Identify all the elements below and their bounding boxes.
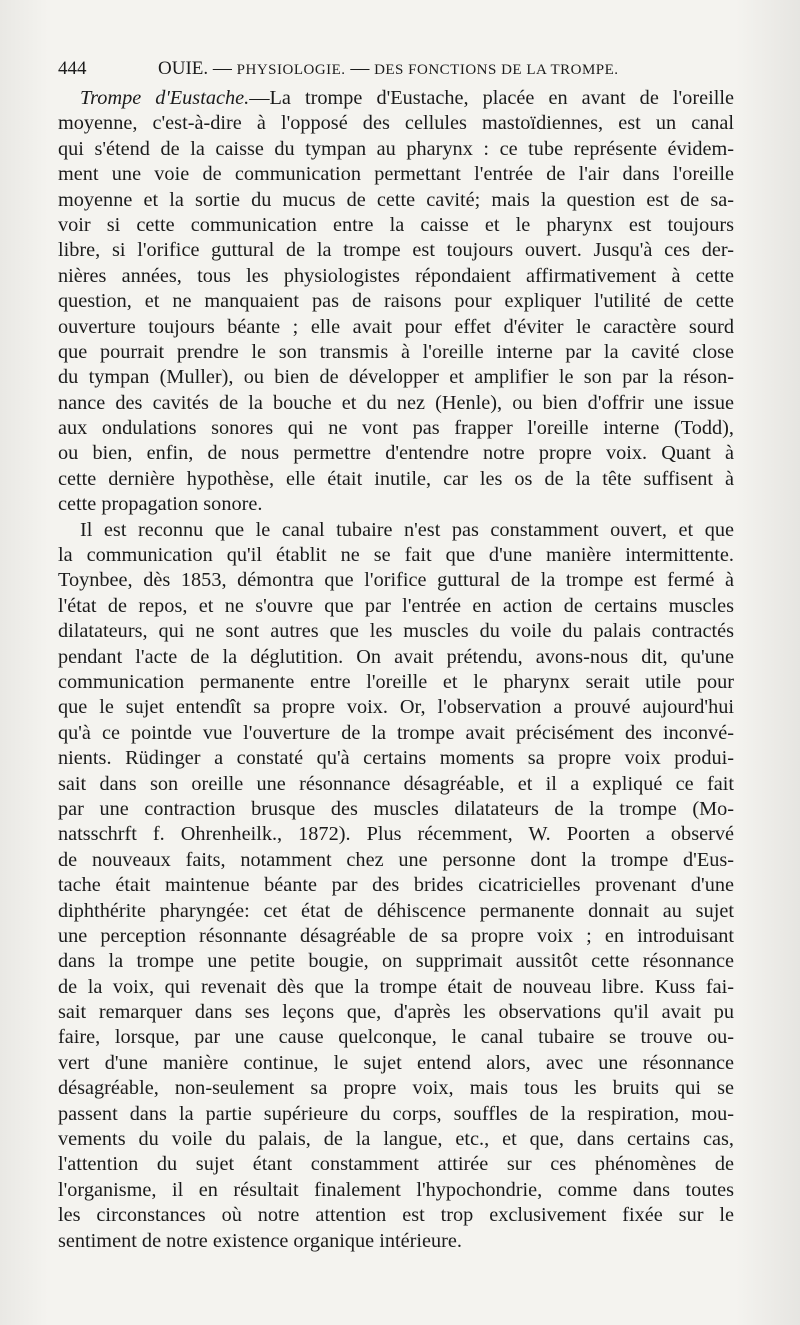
line-text: cette dernière hypothèse, elle était inutile, car les os de la tête suffisent à [58, 467, 734, 490]
text-line [58, 949, 734, 974]
line-text: voir si cette communication entre la caisse et le pharynx est toujours [58, 213, 734, 236]
line-text: vements du voile du palais, de la langue, etc., et que, dans certains cas, [58, 1128, 734, 1151]
section-title: PHYSIOLOGIE. [236, 62, 346, 78]
line-text: Il est reconnu que le canal tubaire n'est pas constamment ouvert, et que [80, 518, 734, 541]
text-line [58, 1051, 734, 1076]
text-line [58, 822, 734, 847]
text-line [58, 289, 734, 314]
text-line [58, 264, 734, 289]
line-text: dilatateurs, qui ne sont autres que les muscles du voile du palais contractés [58, 620, 734, 643]
line-text: sait dans son oreille une résonnance désagréable, et il a expliqué ce fait [58, 772, 734, 795]
paragraph [58, 86, 734, 518]
text-line [58, 1000, 734, 1025]
line-text: du tympan (Muller), ou bien de développer et amplifier le son par la réson- [58, 366, 734, 389]
line-text: cette propagation sonore. [58, 493, 263, 516]
text-line [58, 1102, 734, 1127]
line-text: natsschrft f. Ohrenheilk., 1872). Plus récemment, W. Poorten a observé [58, 823, 734, 846]
line-text: ou bien, enfin, de nous permettre d'entendre notre propre voix. Quant à [58, 442, 734, 465]
text-line [58, 213, 734, 238]
text-line [58, 746, 734, 771]
line-text: ouverture toujours béante ; elle avait pour effet d'éviter le caractère sourd [58, 315, 734, 338]
line-text: une perception résonnante désagréable de sa propre voix ; en introduisant [58, 924, 734, 947]
text-line [58, 594, 734, 619]
text-line [58, 1178, 734, 1203]
line-text: faire, lorsque, par une cause quelconque, le canal tubaire se trouve ou- [58, 1026, 734, 1049]
chapter-title: OUIE. [158, 58, 209, 79]
paragraph-lead: Trompe d'Eustache. [80, 87, 250, 109]
text-line [58, 975, 734, 1000]
line-text: tache était maintenue béante par des brides cicatricielles provenant d'une [58, 874, 734, 897]
line-text: désagréable, non-seulement sa propre voix, mais tous les bruits qui se [58, 1077, 734, 1100]
line-text: sentiment de notre existence organique intérieure. [58, 1229, 462, 1252]
line-text: de nouveaux faits, notamment chez une personne dont la trompe d'Eus- [58, 848, 734, 871]
text-line [58, 492, 734, 517]
line-text: vert d'une manière continue, le sujet entend alors, avec une résonnance [58, 1051, 734, 1074]
text-line [58, 619, 734, 644]
line-text: que pourrait prendre le son transmis à l'oreille interne par la cavité close [58, 340, 734, 363]
running-header [58, 56, 740, 82]
line-text: diphthérite pharyngée: cet état de déhiscence permanente donnait au sujet [58, 899, 734, 922]
text-line [58, 924, 734, 949]
text-line [58, 1229, 734, 1254]
text-line [58, 1152, 734, 1177]
line-text: sait remarquer dans ses leçons que, d'après les observations qu'il avait pu [58, 1001, 734, 1024]
line-text: nières années, tous les physiologistes répondaient affirmativement à cette [58, 264, 734, 287]
subsection-title: DES FONCTIONS DE LA TROMPE. [374, 62, 619, 78]
text-line [58, 315, 734, 340]
line-text: pendant l'acte de la déglutition. On avait prétendu, avons-nous dit, qu'une [58, 645, 734, 668]
line-text: moyenne et la sortie du mucus de cette cavité; mais la question est de sa- [58, 188, 734, 211]
text-line [58, 568, 734, 593]
line-text: libre, si l'orifice guttural de la trompe est toujours ouvert. Jusqu'à ces der- [58, 239, 734, 262]
text-line [58, 86, 734, 111]
line-text: l'organisme, il en résultait finalement l'hypochondrie, comme dans toutes [58, 1178, 734, 1201]
line-text: passent dans la partie supérieure du corps, souffles de la respiration, mou- [58, 1102, 734, 1125]
text-line [58, 670, 734, 695]
text-line [58, 797, 734, 822]
line-text: de la voix, qui revenait dès que la trompe était de nouveau libre. Kuss fai- [58, 975, 734, 998]
line-text: dans la trompe une petite bougie, on supprimait aussitôt cette résonnance [58, 950, 734, 973]
line-text: qui s'étend de la caisse du tympan au pharynx : ce tube représente évidem- [58, 137, 734, 160]
header-separator: — [208, 58, 237, 79]
text-line [58, 441, 734, 466]
text-line [58, 772, 734, 797]
text-line [58, 1127, 734, 1152]
text-line [58, 365, 734, 390]
line-text: nients. Rüdinger a constaté qu'à certains moments sa propre voix produi- [58, 747, 734, 770]
line-text: aux ondulations sonores qui ne vont pas frapper l'oreille interne (Todd), [58, 417, 734, 440]
line-text: communication permanente entre l'oreille et le pharynx serait utile pour [58, 670, 734, 693]
running-title [158, 56, 619, 83]
text-line [58, 188, 734, 213]
line-text: l'état de repos, et ne s'ouvre que par l'entrée en action de certains muscles [58, 594, 734, 617]
text-line [58, 518, 734, 543]
line-text: que le sujet entendît sa propre voix. Or, l'observation a prouvé aujourd'hui [58, 696, 734, 719]
text-line [58, 1076, 734, 1101]
text-line [58, 162, 734, 187]
text-line [58, 111, 734, 136]
page-body [58, 86, 734, 1254]
line-text: —La trompe d'Eustache, placée en avant de l'oreille [249, 87, 734, 109]
line-text: ment une voie de communication permettant l'entrée de l'air dans l'oreille [58, 163, 734, 186]
text-line [58, 873, 734, 898]
header-separator: — [345, 58, 375, 79]
line-text: nance des cavités de la bouche et du nez (Henle), ou bien d'offrir une issue [58, 391, 734, 414]
text-line [58, 340, 734, 365]
line-text: par une contraction brusque des muscles dilatateurs de la trompe (Mo- [58, 797, 734, 820]
line-text: moyenne, c'est-à-dire à l'opposé des cellules mastoïdiennes, est un canal [58, 112, 734, 135]
page-number: 444 [58, 58, 87, 79]
text-line [58, 695, 734, 720]
text-line [58, 1025, 734, 1050]
text-line [58, 238, 734, 263]
paragraph [58, 518, 734, 1254]
line-text: question, et ne manquaient pas de raisons pour expliquer l'utilité de cette [58, 290, 734, 313]
text-line [58, 137, 734, 162]
text-line [58, 416, 734, 441]
line-text: qu'à ce pointde vue l'ouverture de la trompe avait précisément des inconvé- [58, 721, 734, 744]
line-text: les circonstances où notre attention est trop exclusivement fixée sur le [58, 1204, 734, 1227]
text-line [58, 467, 734, 492]
text-line [58, 645, 734, 670]
text-line [58, 899, 734, 924]
line-text: l'attention du sujet étant constamment attirée sur ces phénomènes de [58, 1153, 734, 1176]
text-line [58, 848, 734, 873]
text-line [58, 543, 734, 568]
text-line [58, 1203, 734, 1228]
line-text: Toynbee, dès 1853, démontra que l'orifice guttural de la trompe est fermé à [58, 569, 734, 592]
line-text: la communication qu'il établit ne se fait que d'une manière intermittente. [58, 544, 734, 567]
text-line [58, 391, 734, 416]
text-line [58, 721, 734, 746]
